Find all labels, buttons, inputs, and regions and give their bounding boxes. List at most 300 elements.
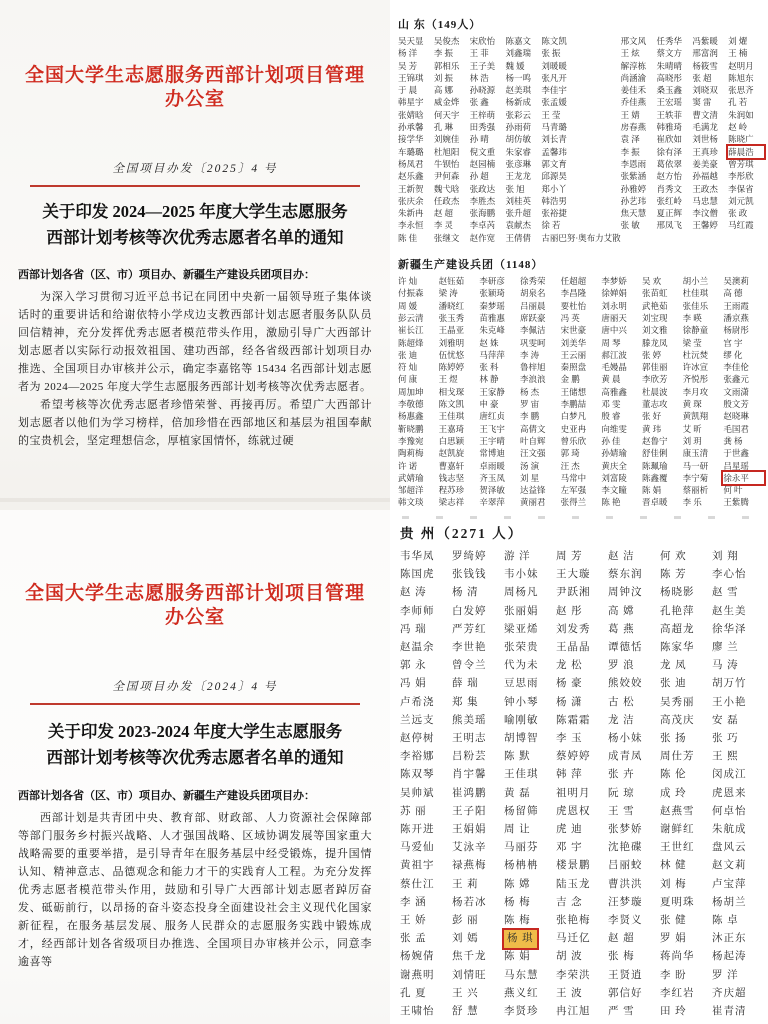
name-cell: 安 磊 [712,714,739,726]
name-cell: 王 炫 [620,48,640,59]
name-cell: 宫 宇 [723,337,743,348]
name-cell: 郑小丫 [541,183,567,194]
name-cell: 吴秀丽 [660,696,695,708]
name-cell: 张得兰 [560,497,587,508]
name-cell: 高 娜 [433,85,453,96]
name-cell: 肖宇馨 [452,769,487,781]
name-cell: 孙 晴 [469,134,489,145]
name-cell: 陶莉梅 [398,448,424,459]
name-cell: 席跃豪 [520,312,546,323]
name-cell: 康玉清 [682,448,709,459]
name-cell: 何卓怡 [712,805,747,817]
name-cell: 史亚冉 [560,423,587,434]
name-cell: 熊美瑶 [452,714,487,726]
name-cell: 胡万竹 [712,678,747,690]
name-cell: 彭云清 [398,312,424,323]
name-cell: 于 晨 [398,85,418,96]
name-cell: 艾泳辛 [452,842,487,854]
name-cell: 张政达 [469,183,496,194]
name-cell: 王晶亚 [438,325,465,336]
name-cell: 刘美华 [560,337,587,348]
name-cell: 杨新成 [505,97,531,108]
name-cell: 游 洋 [504,551,531,562]
name-cell: 李敬德 [398,399,424,410]
name-cell: 张 振 [541,48,561,59]
name-cell: 王家静 [479,386,505,397]
name-cell: 杨小妹 [608,733,643,745]
name-cell: 陈 默 [504,751,531,763]
name-cell: 陈 芳 [660,569,687,581]
name-cell: 马丽芬 [504,842,539,854]
name-cell: 朱克峰 [479,325,505,336]
name-cell: 徐婵娟 [601,288,627,299]
name-cell: 高 德 [723,288,743,299]
name-cell: 毛嫚晶 [601,362,627,373]
name-cell: 赵生美 [712,605,747,617]
doc-paragraph: 为深入学习贯彻习近平总书记在同团中央新一届领导班子集体谈话时的重要讲话和给谢依特小学戍边支教西部计划志愿者服务队队员回信精神，充分发挥优秀志愿者模范带头作用，激励引导广大西部计划志愿者以实际行动报效祖国、建功西部，经各省级西部计划项目办推选、全国项目办审核并公示，确定李嘉铭等 15434 名西部计划志愿者为 2024—2025 年度大学生志愿服务西部计划考核等次优秀志愿者。 [18,291,372,393]
name-cell: 徐静童 [682,325,709,336]
name-cell: 杨尉彤 [723,325,749,336]
name-cell: 张 健 [660,915,687,927]
name-cell: 陈 伦 [660,769,687,781]
name-cell: 王宏瑶 [656,97,683,108]
name-cell: 李红岩 [660,987,695,999]
name-cell: 郭 永 [400,660,427,672]
name-cell: 杨 梅 [504,896,531,908]
name-cell: 孙承馨 [398,122,424,133]
name-cell: 桑玉鑫 [656,85,683,96]
name-cell: 张彦琳 [505,158,531,169]
name-cell: 周钟汶 [608,587,643,599]
red-divider-line [30,185,360,187]
name-cell: 张 卉 [608,769,635,781]
name-cell: 邢文风 [620,36,647,46]
name-cell: 兰远支 [400,714,435,726]
name-cell: 于世鑫 [723,448,749,459]
name-cell: 周 媛 [398,300,418,311]
name-cell: 王真珍 [692,146,718,157]
name-cell: 孙婧瑜 [601,448,627,459]
name-cell: 古丽巴努·奥布力艾散 [541,232,621,243]
name-cell: 张 科 [479,362,499,373]
name-cell: 曾令兰 [452,660,487,672]
name-cell: 张孟媛 [541,97,567,108]
name-cell: 刘元凯 [728,195,754,206]
name-cell: 张颖琦 [479,288,505,299]
name-cell: 周仕芳 [660,751,695,763]
name-cell: 冯 英 [560,312,580,323]
name-cell: 张 迪 [660,678,687,690]
name-cell: 缪 化 [723,349,743,360]
name-cell: 张 迪 [398,349,418,360]
name-cell: 王宇晴 [479,435,505,446]
org-title: 全国大学生志愿服务西部计划项目管理办公室 [24,65,365,110]
name-cell: 高茂庆 [660,714,695,726]
name-cell: 王 煜 [438,374,458,385]
name-cell: 尚涵渝 [620,72,647,83]
name-cell: 汪文强 [520,448,546,459]
name-cell: 李荣洪 [556,969,591,981]
name-cell: 王佳琪 [438,411,465,422]
doc-paragraph: 西部计划是共青团中央、教育部、财政部、人力资源社会保障部等部门服务乡村振兴战略、人才强国战略、区域协调发展等国家重大战略需要的重要举措，是引导青年在服务基层中经受锻炼，提升国情认知、精神意志、品德观念和能力才干的实践育人工程。为充分发挥优秀志愿者模范带头作用，鼓励和引导广大西部计划志愿者踔厉奋发、砥砺前行，以昂扬的奋斗姿态投身全面建设社会主义现代化国家新征程，在服务基层发展、服务人民群众的志愿服务实践中锻炼成才，经西部计划各省级项目办推选、全国项目办审核并公示，同意李逾喜等 [18,812,372,968]
name-cell: 陈 梅 [504,915,531,927]
red-divider-line [30,703,360,705]
name-cell: 冯 娟 [400,678,427,690]
name-cell: 谭德恬 [608,642,643,654]
name-cell: 李佳伦 [723,362,749,373]
name-cell: 吕丽蛟 [608,860,643,872]
name-cell: 王子阳 [452,805,487,817]
name-cell: 王嘉琦 [438,423,465,434]
name-cell: 马迁亿 [556,933,591,945]
document-scan-2025 [0,0,390,510]
name-cell: 张婧晗 [398,109,424,120]
name-cell: 孟馨玮 [541,146,567,157]
name-cell: 龙 松 [556,660,583,672]
name-cell: 左军强 [560,485,587,496]
list-header-shandong: 山 东（149人） [398,19,482,31]
name-cell: 李佩洁 [520,325,546,336]
list-header-bingtuan: 新疆生产建设兵团（1148） [398,259,544,272]
name-cell: 窦 雷 [692,97,712,108]
name-cell: 车璐璐 [398,146,424,157]
name-cell: 曹嘉轩 [438,460,465,471]
name-cell: 袁 泽 [620,134,640,145]
name-cell: 武婧瑜 [398,472,424,483]
name-cell: 蒋尚华 [660,951,695,963]
name-cell: 孙福越 [692,171,718,182]
name-cell: 龙 凤 [660,660,687,672]
name-cell: 韩雅琦 [656,122,683,133]
name-cell: 苏 丽 [400,805,427,817]
name-cell: 尹跃湘 [556,587,591,599]
name-cell: 杜沅焚 [682,349,709,360]
name-cell: 周 芳 [556,551,583,562]
doc-salutation: 西部计划各省（区、市）项目办、新疆生产建设兵团项目办： [18,269,315,281]
doc-paragraph: 希望考核等次优秀志愿者珍惜荣誉、再接再厉。希望广大西部计划志愿者以他们为学习榜样，倍加珍惜在西部地区和基层为祖国奉献的宝贵机会，坚定理想信念，厚植家国情怀，练就过硬 [18,399,372,447]
name-cell: 牛钡怡 [433,158,460,169]
name-cell: 黄 磊 [504,787,531,799]
name-cell: 张鑫元 [723,374,749,385]
name-cell: 陈霜霜 [556,714,591,726]
name-cell: 罗 洋 [712,969,739,981]
name-cell: 郝江波 [601,349,627,360]
name-cell: 林 浩 [469,72,489,83]
name-cell: 曾芳琪 [728,158,754,169]
name-cell: 吴俊杰 [433,36,460,46]
name-cell: 李永恒 [398,220,424,231]
name-cell: 孙晓源 [469,85,496,96]
name-cell: 郑 集 [452,696,479,708]
name-cell: 杜晨波 [642,386,668,397]
name-cell: 曾乐欣 [560,435,587,446]
name-cell: 周杨凡 [504,587,539,599]
name-cell: 李保省 [728,183,754,194]
name-cell: 郭相乐 [433,60,460,71]
name-cell: 王 菲 [469,48,489,59]
name-cell: 王贤逍 [608,969,643,981]
name-cell: 李贤珍 [504,1006,539,1018]
name-cell: 张彩云 [505,109,531,120]
name-cell: 赵 彤 [556,605,583,617]
name-cell: 付振森 [398,288,424,299]
name-cell: 王 波 [556,987,583,999]
name-cell: 邓 宇 [556,842,583,854]
name-cell: 赵燕雪 [660,805,695,817]
name-cell: 龚 杨 [723,435,743,446]
name-cell: 李 乐 [682,497,702,508]
name-cell: 朱润如 [728,109,754,120]
name-cell: 达益锋 [520,485,546,496]
name-cell: 姜美豪 [692,158,718,169]
doc-salutation: 西部计划各省（区、市）项目办、新疆生产建设兵团项目办： [18,790,315,802]
name-cell: 卢希浇 [400,696,435,708]
name-cell: 张钱钱 [452,569,487,581]
name-cell: 张 梅 [608,951,635,963]
name-cell: 辛翠萍 [479,497,505,508]
name-cell: 刘长青 [541,134,567,145]
name-cell: 卢宝萍 [712,878,747,890]
name-cell: 曹文清 [692,109,718,120]
name-cell: 李 灵 [433,220,453,231]
name-cell: 孙 超 [469,171,489,182]
name-cell: 张玉秀 [438,312,465,323]
name-cell: 虎恩来 [712,787,747,799]
name-cell: 姜佳禾 [620,85,647,96]
name-cell: 严芳红 [452,623,487,635]
name-cell: 成青凤 [608,751,643,763]
name-cell: 张佳乐 [682,300,709,311]
name-cell: 王锦琪 [398,72,424,83]
name-cell: 赵 涛 [400,587,427,599]
name-cell: 黄凯翔 [682,411,709,422]
name-cell: 王啸怡 [400,1006,435,1018]
name-cell: 李彤欣 [728,171,754,182]
doc-title-line2: 西部计划考核等次优秀志愿者名单的通知 [46,228,344,247]
name-cell: 蔡婷婷 [556,751,591,763]
name-cell: 秦照盘 [560,362,587,373]
name-cell: 陈 娟 [504,951,531,963]
name-cell: 张 敏 [620,220,640,231]
name-cell: 宋欣怡 [469,36,496,46]
name-cell: 李 暎 [682,312,702,323]
name-cell: 苗雅惠 [479,312,505,323]
name-cell: 李研彦 [479,276,505,287]
name-cell: 刘 燿 [728,36,748,46]
name-cell: 杨柟柟 [504,860,539,872]
name-cell: 田秀强 [469,122,496,133]
name-cell: 赵 姝 [479,337,499,348]
name-cell: 夏正辉 [656,208,683,219]
name-cell: 赵 雪 [712,587,739,599]
name-cell: 赵 超 [608,933,635,945]
name-cell: 刘 翔 [712,551,739,562]
name-cell: 汪梦璇 [608,896,643,908]
name-cell: 王雨霞 [723,300,749,311]
name-cell: 龙 洁 [608,714,635,726]
name-cell: 薛晨浩 [728,146,764,158]
name-cell: 齐玉凤 [479,472,505,483]
name-cell: 古 松 [608,696,635,708]
name-cell: 陈家华 [660,642,695,654]
name-cell: 赵停树 [400,733,435,745]
name-cell: 房春燕 [620,122,647,133]
name-cell: 杜佳琪 [682,288,709,299]
name-cell: 吴帅斌 [400,787,435,799]
name-cell: 夏明珠 [660,896,695,908]
name-cell: 蔡丽析 [682,485,709,496]
name-cell: 胡小兰 [682,276,709,287]
name-cell: 高 嫦 [608,605,635,617]
name-cell: 艾 昕 [682,423,702,434]
name-cell: 郭 琦 [560,448,580,459]
name-cell: 刘婉佳 [433,134,460,145]
name-cell: 肖秀文 [656,183,683,194]
name-cell: 申 豪 [479,399,499,410]
name-cell: 林 健 [660,860,687,872]
name-cell: 李 振 [433,48,453,59]
name-cell: 邢凤飞 [656,220,683,231]
name-cell: 任秀华 [656,36,683,46]
name-cell: 王世红 [660,842,695,854]
name-cell: 刘情旺 [452,969,487,981]
name-cell: 齐悦彤 [682,374,709,385]
doc-title-line1: 关于印发 2023-2024 年度大学生志愿服务 [47,722,343,741]
name-cell: 袁献杰 [505,220,531,231]
name-cell: 黄丽君 [520,497,546,508]
name-cell: 张红岭 [656,195,683,206]
name-cell: 李 振 [620,146,640,157]
name-cell: 胡博智 [504,733,539,745]
name-cell: 邹超洋 [398,485,424,496]
name-cell: 崔鸿鹏 [452,787,487,799]
name-cell: 符 灿 [398,362,418,373]
name-cell: 刘晓双 [692,85,718,96]
name-cell: 胡泉名 [520,288,546,299]
name-cell: 李师师 [400,605,435,617]
name-cell: 滕龙凤 [642,337,668,348]
name-cell: 王晶晶 [556,642,591,654]
name-cell: 罗绮婷 [452,551,487,562]
name-cell: 黄 琛 [682,399,702,410]
name-cell: 张苗虹 [642,288,668,299]
name-cell: 高晓彤 [656,72,683,83]
name-cell: 任政杰 [433,195,460,206]
name-cell: 刘世杨 [692,134,718,145]
name-cell: 蔡东润 [608,569,643,581]
name-cell: 邓 雯 [601,399,621,410]
name-cell: 张 旭 [505,183,525,194]
name-cell: 韩 萍 [556,769,583,781]
name-cell: 冉江旭 [556,1006,591,1018]
name-cell: 马红霞 [728,220,754,231]
name-cell: 盘风云 [712,842,747,854]
name-cell: 黄祖宇 [400,860,435,872]
name-cell: 王 雪 [608,805,635,817]
name-cell: 陈婷婷 [438,362,465,373]
doc-title-line1: 关于印发 2024—2025 年度大学生志愿服务 [42,202,348,221]
name-cell: 陈国虎 [400,569,435,581]
name-cell: 刘鑫瑞 [505,48,531,59]
name-cell: 孔 琳 [433,122,453,133]
name-cell: 何天宇 [433,109,460,120]
name-cell: 相戈琛 [438,386,465,397]
name-cell: 严 雪 [608,1006,635,1018]
name-cell: 王新贺 [398,183,424,194]
name-cell: 王梓萌 [469,109,496,120]
name-cell: 王 熙 [712,751,739,763]
name-cell: 李梦娇 [601,276,627,287]
name-cell: 胡仿敏 [505,134,531,145]
name-cell: 赵 岭 [728,122,748,133]
name-cell: 吴 芳 [398,60,418,71]
name-cell: 马萍萍 [479,349,505,360]
name-cell: 王飞宇 [479,423,505,434]
name-cell: 陈 娟 [642,485,662,496]
name-cell: 钱志坚 [438,472,465,483]
name-cell: 刘永明 [601,300,627,311]
name-cell: 赵 洁 [608,551,635,562]
name-cell: 冯 瑞 [400,623,427,635]
name-cell: 马忠慧 [692,195,718,206]
name-cell: 李鹏喆 [560,399,587,410]
name-cell: 文雨潇 [723,386,749,397]
name-cell: 唐丽天 [601,312,627,323]
name-cell: 王紫腾 [723,497,749,508]
name-cell: 杨 杰 [520,386,540,397]
name-cell: 谢燕明 [400,969,435,981]
name-cell: 梁 莹 [682,337,702,348]
name-cell: 毛国君 [723,423,749,434]
name-cell: 杨惠鑫 [398,411,424,422]
name-cell: 吴 欢 [642,276,662,287]
name-cell: 徐 若 [541,220,561,231]
name-cell: 闵成江 [712,769,747,781]
name-cell: 李卓芮 [469,220,496,231]
name-cell: 崔青清 [712,1006,747,1018]
name-cell: 伍忧悠 [438,349,465,360]
name-cell: 梁 涛 [438,288,458,299]
name-cell: 王云丽 [560,349,587,360]
name-cell: 刘 振 [433,72,453,83]
name-cell: 葛依翠 [656,158,683,169]
name-cell: 刘 梅 [660,878,687,890]
name-cell: 李贤义 [608,915,643,927]
name-cell: 焦天慧 [620,208,647,219]
name-cell: 喻刚敏 [504,714,539,726]
name-cell: 王龙龙 [505,171,531,182]
name-cell: 何 欢 [660,551,687,562]
name-cell: 韩文琰 [398,497,424,508]
name-cell: 冯紫暖 [692,36,718,46]
name-cell: 武艳茹 [642,300,668,311]
name-cell: 殷文芳 [723,399,749,410]
name-cell: 威金烨 [433,97,460,108]
name-cell: 周 琴 [601,337,621,348]
name-cell: 陈珮瑜 [642,460,668,471]
name-cell: 朱家睿 [505,146,531,157]
name-cell: 郭佳丽 [642,362,668,373]
name-cell: 陈嘉文 [505,36,531,46]
name-cell: 白梦凡 [560,411,587,422]
name-cell: 王 兴 [452,987,479,999]
name-cell: 赵园楠 [469,158,496,169]
name-cell: 舒 慧 [452,1006,479,1018]
name-cell: 王 楠 [728,48,748,59]
name-cell: 汤 演 [520,460,540,471]
name-cell: 刘 玥 [682,435,702,446]
name-cell: 李浪浪 [520,374,546,385]
